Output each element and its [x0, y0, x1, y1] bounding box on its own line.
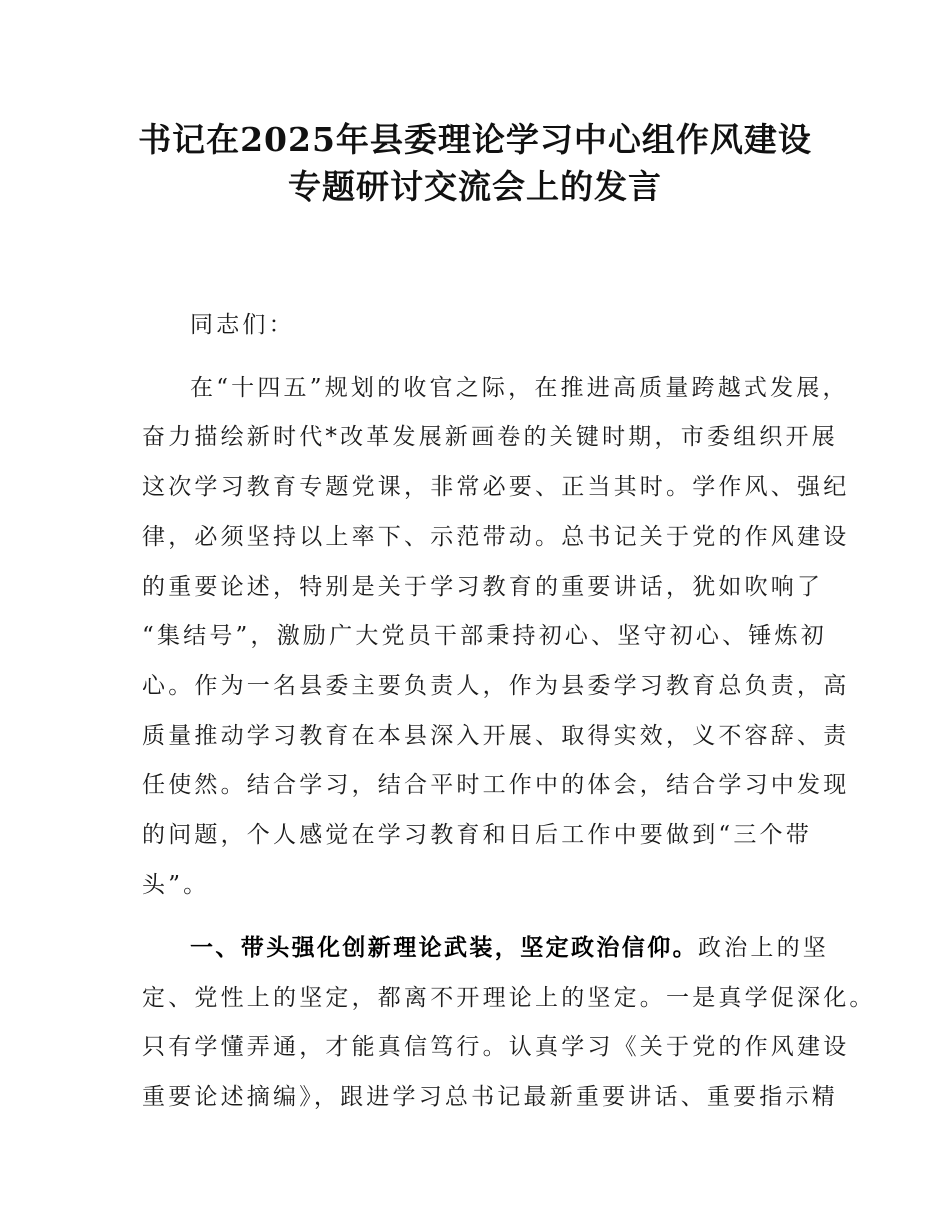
section-1-first-line [190, 931, 890, 965]
document-title-line-1: 书记在2025年县委理论学习中心组作风建设 [138, 120, 812, 159]
salutation: 同志们： [190, 312, 295, 338]
section-1-first-line-text: 政治上的坚 [698, 935, 829, 961]
paragraph-line: 任使然。结合学习，结合平时工作中的体会，结合学习中发现 [142, 772, 850, 798]
paragraph-line: 律，必须坚持以上率下、示范带动。总书记关于党的作风建设 [142, 524, 850, 550]
paragraph-line: 的重要论述，特别是关于学习教育的重要讲话，犹如吹响了 [142, 574, 824, 600]
paragraph-line: 在“十四五”规划的收官之际，在推进高质量跨越式发展， [190, 375, 849, 401]
paragraph-line: 只有学懂弄通，才能真信笃行。认真学习《关于党的作风建设 [142, 1034, 850, 1060]
paragraph-line: 奋力描绘新时代*改革发展新画卷的关键时期，市委组织开展 [142, 424, 838, 450]
paragraph-line: 头”。 [142, 872, 210, 898]
document-title-line-2: 专题研讨交流会上的发言 [288, 167, 662, 206]
paragraph-line: 这次学习教育专题党课，非常必要、正当其时。学作风、强纪 [142, 474, 850, 500]
paragraph-line: 的问题，个人感觉在学习教育和日后工作中要做到“三个带 [142, 822, 812, 848]
paragraph-line: “集结号”，激励广大党员干部秉持初心、坚守初心、锤炼初 [142, 623, 827, 649]
paragraph-line: 质量推动学习教育在本县深入开展、取得实效，义不容辞、责 [142, 723, 850, 749]
paragraph-line: 定、党性上的坚定，都离不开理论上的坚定。一是真学促深化。 [142, 985, 876, 1011]
paragraph-line: 心。作为一名县委主要负责人，作为县委学习教育总负责，高 [142, 673, 850, 699]
section-1-heading: 一、带头强化创新理论武装，坚定政治信仰。 [190, 935, 698, 961]
paragraph-line: 重要论述摘编》，跟进学习总书记最新重要讲话、重要指示精 [142, 1084, 838, 1110]
